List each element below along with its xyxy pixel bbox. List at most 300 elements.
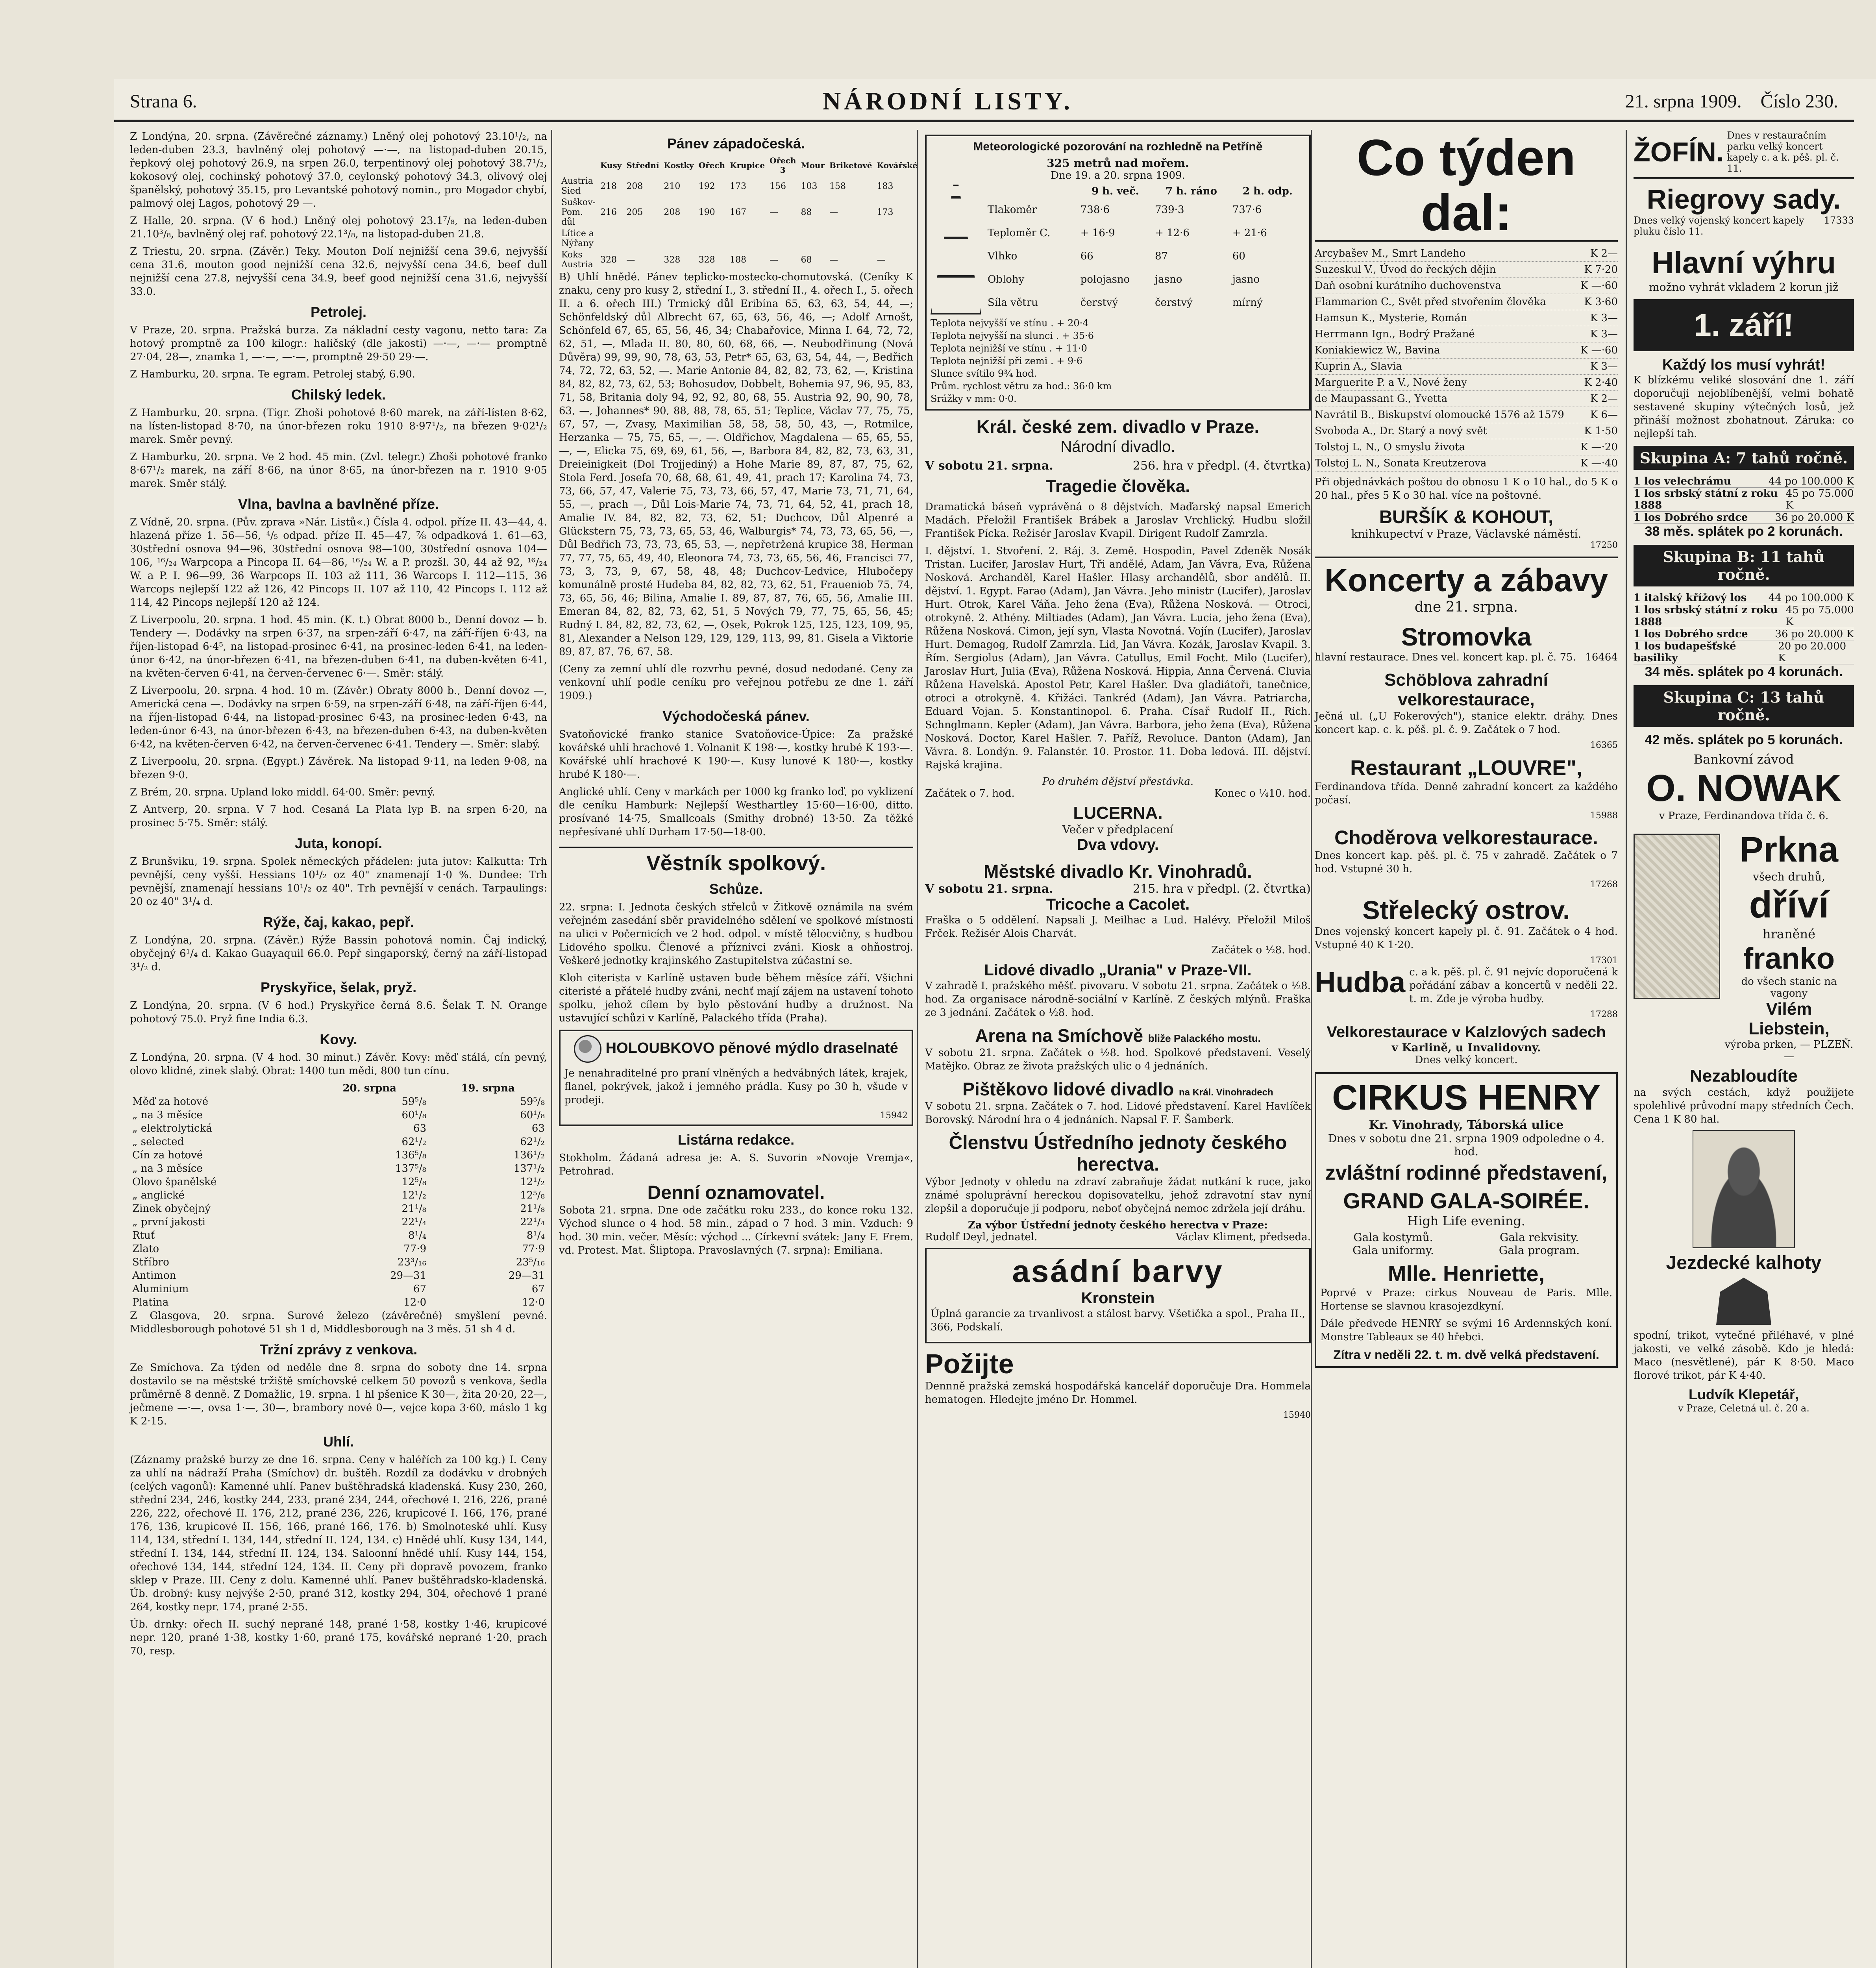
metals-row	[130, 1256, 547, 1269]
lottery-ticket: 1 italský křížový los	[1634, 592, 1747, 604]
lottery-ticket: 1 los velechrámu	[1634, 475, 1731, 487]
prkna-block	[1634, 830, 1854, 1062]
jezdecke-heading: Jezdecké kalhoty	[1666, 1252, 1822, 1273]
weather-cell: Vlhko	[987, 250, 1018, 262]
louvre-text: Ferdinandova třída. Denně zahradní koncert za každého počasí.	[1315, 781, 1618, 806]
book-item	[1315, 246, 1618, 262]
weather-cell: Síla větru	[987, 297, 1038, 309]
circus-special: zvláštní rodinné představení,	[1325, 1162, 1608, 1184]
ads-column	[1315, 130, 1618, 1372]
coal-cell: 328	[600, 255, 617, 265]
uhli-report: (Záznamy pražské burzy ze dne 16. srpna. Ceny v haléřích za 100 kg.) I. Ceny za uhlí na nádraží Praha (Smíchov) dr. buštěh. Rozdíl za dodávku v drobných (celých vagonů): Kamenné uhlí. Panev buštěhradská kladenská. Kusy 230, 260, střední 234, 246, kostky 244, 233, prané 234, 244, ořechové I. 216, 226, prané 226, 222, ořechové II. 176, 212, prané 236, 226, krupicové I. 166, 176, prané 176, 136, krupicové II. 156, 166, prané 166, 176. b) Smolnoteské uhlí. Kusy 114, 134, střední I. 134, 144, střední II. 124, 134. c) Hnědé uhlí. Kusy 134, 144, střední I. 134, 144, střední II. 124, 134. Saloonní hnědé uhlí. Kusy 144, 154, ořechové 134, 144, střední 124, 134. II. Ceny při dopravě povozem, franko sklep v Praze. III. Ceny z dolu. Kamenné uhlí. Panev buštěhradsko-kladenská. Úb. drobný: kusy nejvýše 2·50, prané 312, kostky 294, 304, ořechové 1 prané 264, kostky nepr. 174, prané 2·55.	[130, 1454, 547, 1613]
barvy-ad	[925, 1248, 1311, 1343]
lottery-prize: 44 po 100.000 K	[1768, 475, 1854, 487]
denni-heading: Denní oznamovatel.	[647, 1182, 825, 1203]
juta-report: Z Brunšviku, 19. srpna. Spolek německých přádelen: juta jutov: Kalkutta: Trh pevnější, ceny vyšší. Hessians 10¹/₂ oz 40" znamenají 1·0 %. Dundee: Trh pevnější, znamenají hessians 10¹/₂ oz 40". Trh pevnější v cenách. Tarpaulings: 20 oz 40" 3¹/₄ d.	[130, 856, 547, 908]
book-price: K 2—	[1590, 248, 1618, 259]
gala-items	[1320, 1231, 1612, 1257]
holoubek-ad	[559, 1030, 913, 1126]
henriette-heading: Mlle. Henriette,	[1388, 1261, 1545, 1286]
metals-cell: „ anglické	[132, 1189, 185, 1201]
metals-row	[130, 1189, 547, 1202]
national-theater-play: Tragedie člověka.	[1045, 477, 1190, 496]
arena-desc: V sobotu 21. srpna. Začátek o ½8. hod. Spolkové představení. Veselý Matějko. Obraz ze života pražských ulic o 4 jednáních.	[925, 1047, 1311, 1072]
coal-row	[559, 197, 920, 228]
vyhra-date: 1. září!	[1634, 299, 1854, 351]
skupina-a-heading: Skupina A: 7 tahů ročně.	[1634, 446, 1854, 470]
coal-row	[559, 249, 920, 270]
coal-cell: 328	[664, 255, 681, 265]
coal-cell: 328	[698, 255, 715, 265]
vinohrady-heading: Městské divadlo Kr. Vinohradů.	[984, 861, 1252, 882]
metals-cell: 67	[531, 1283, 545, 1295]
louvre-heading: Restaurant „LOUVRE",	[1350, 756, 1582, 780]
lottery-ticket: 1 los Dobrého srdce	[1634, 512, 1748, 523]
lottery-row	[1634, 512, 1854, 524]
clenstvo-text: Výbor Jednoty v ohledu na zdraví zabraňuje žádat nutkání k ruce, jako známé spoluprávní hereckou dopisovatelku, jehož zdravotní stav nyní zlepšil a doporučuje jí podporu, neboť obyčejná nemoc zdržela její dráhu.	[925, 1176, 1311, 1215]
lottery-ticket: 1 los budapešťské basiliky	[1634, 640, 1736, 664]
kalzlov-text: Dnes velký koncert.	[1415, 1054, 1518, 1066]
bursik-name: BURŠÍK & KOHOUT,	[1379, 507, 1554, 527]
listarna-text: Stokholm. Žádaná adresa je: A. S. Suvorin »Novoje Vremja«, Petrohrad.	[559, 1152, 913, 1177]
franko-sub: do všech stanic na vagony	[1741, 976, 1837, 999]
weather-cell: polojasno	[1080, 274, 1130, 286]
coal-cell	[798, 228, 827, 249]
metals-header-cell: 19. srpna	[461, 1082, 515, 1094]
metals-cell: 62¹/₂	[520, 1136, 545, 1148]
lottery-row	[1634, 592, 1854, 604]
book-item	[1315, 326, 1618, 342]
riegrovy-number: 17333	[1824, 215, 1854, 226]
coal-cell: 158	[829, 181, 846, 191]
hudba-heading: Hudba	[1315, 966, 1406, 999]
book-item	[1315, 278, 1618, 294]
stromovka-row	[1315, 651, 1618, 663]
jezdecke-text: spodní, trikot, vytečné přiléhavé, v plné jakosti, ve velké zásobě. Kdo je hledá: Maco (nesvětlené), pár K 8·50. Maco florové trikot, pár K 4·40.	[1634, 1330, 1854, 1382]
book-item	[1315, 359, 1618, 375]
book-item	[1315, 342, 1618, 359]
metals-cell: 77·9	[522, 1243, 545, 1255]
soap-icon	[574, 1035, 601, 1063]
schuze-heading: Schůze.	[709, 881, 763, 897]
weather-row	[985, 198, 1305, 221]
nezabl-heading: Nezabloudíte	[1690, 1066, 1798, 1086]
pozijte-desc: Dennně pražská zemská hospodářská kancelář doporučuje Dra. Hommela hematogen. Hledejte jméno Dr. Hommel.	[925, 1380, 1311, 1406]
coal-cell: —	[770, 207, 779, 217]
koncerty-date: dne 21. srpna.	[1414, 599, 1518, 615]
zofin-ad	[1634, 130, 1854, 179]
weather-extra-item: Teplota nejnižší při zemi . + 9·6	[931, 355, 1083, 366]
weather-table	[985, 185, 1305, 314]
coal-cell: Austria Sied	[561, 176, 593, 196]
theater-column	[925, 130, 1311, 1420]
book-title: Svoboda A., Dr. Starý a nový svět	[1315, 425, 1487, 437]
book-title: Koniakiewicz W., Bavina	[1315, 344, 1440, 356]
book-title: Suzeskul V., Úvod do řeckých dějin	[1315, 264, 1496, 276]
coal-cell	[624, 228, 661, 249]
holoubek-text: Je nenahraditelné pro praní vlněných a hedvábných látek, krajek, flanel, pokrývek, jakož i jemného prádla. Kusy po 30 h, všude v prodeji.	[564, 1067, 908, 1106]
coal-cell: 205	[626, 207, 643, 217]
weather-cell: Teploměr C.	[987, 227, 1051, 239]
glasgow-report: Z Glasgova, 20. srpna. Surové železo (závěrečné) smyšlení pevné. Middlesborough pohotové 51 sh 1 d, Middlesborough na 3 měs. 51 sh 4 d.	[130, 1310, 547, 1335]
book-item	[1315, 310, 1618, 326]
vlna-vienna: Z Vídně, 20. srpna. (Pův. zprava »Nár. Listů«.) Čísla 4. odpol. příze II. 43—44, 4. hlazená příze 1. 56—56, ⁴/₅ odpad. příze II. 45—47, ⅞ odpadková 1. 61—63, 30střední osnova 94—96, 30střední osnova 98—100, 30střední osnova 104—106, ¹⁶/₂₄ Warpcopa a Pincopa II. 64—86, ¹⁶/₂₄ W. a P. prozšl. 30, 44 až 92, ¹⁶/₂₄ W. a P. I. 96—99, 36 Warpcops II. 103 až 111, 36 Warcops I. 112—115, 36 Warcops nejlepší 122 až 126, 42 Pincops II. 107 až 110, 42 Pincops I. 112 až 114, 42 Pincops nejlepší 120 až 124.	[130, 516, 547, 609]
stromovka-number: 16464	[1585, 651, 1618, 663]
vlna-heading: Vlna, bavlna a bavlněné příze.	[238, 496, 439, 512]
metals-cell: 29—31	[390, 1270, 427, 1282]
vyhra-sub: možno vyhrát vkladem 2 korun již	[1649, 281, 1839, 294]
kalzlov-sub: v Karlině, u Invalidovny.	[1391, 1041, 1541, 1054]
weather-date: Dne 19. a 20. srpna 1909.	[1051, 170, 1185, 181]
circus-horses: Dále předvede HENRY se svými 16 Ardennských koní. Monstre Tableaux se 40 hřebci.	[1320, 1318, 1612, 1343]
metals-cell: 67	[413, 1283, 427, 1295]
book-price: K 6—	[1590, 409, 1618, 421]
book-price: K 3—	[1590, 361, 1618, 372]
zapadoceska-heading: Pánev západočeská.	[667, 135, 805, 152]
book-title: Flammarion C., Svět před stvořením člověka	[1315, 296, 1546, 308]
book-price: K 3—	[1590, 312, 1618, 324]
metals-row	[130, 1122, 547, 1135]
coal-cell: 216	[600, 207, 617, 217]
schoblova-heading: Schöblova zahradní velkorestaurace,	[1384, 670, 1548, 709]
book-price: K 3·60	[1584, 296, 1618, 308]
book-price: K —·60	[1580, 280, 1618, 292]
weather-heading: Meteorologické pozorování na rozhledně na Petříně	[973, 140, 1263, 153]
weather-cell: + 12·6	[1155, 227, 1190, 239]
issue-date: 21. srpna 1909.	[1625, 91, 1742, 112]
weather-row	[985, 291, 1305, 314]
metals-cell: 63	[531, 1123, 545, 1134]
metals-cell: 63	[413, 1123, 427, 1134]
lottery-ticket: 1 los Dobrého srdce	[1634, 628, 1748, 640]
coal-header-cell: Střední	[626, 161, 659, 170]
metals-cell: 23⁵/₁₆	[516, 1256, 545, 1268]
anglicke-report: Anglické uhlí. Ceny v markách per 1000 kg franko loď, po vyklizení dle ceníku Hamburk: Nejlepší Westhartley 15·60—16·00, ditto. prosívané 14·75, Smallcoals (Smithy drobné) 13·50. Za těžké nepřesívané uhlí Durham 17·50—18·00.	[559, 786, 913, 838]
newspaper-page	[114, 79, 1876, 1968]
coal-header-cell: Ořech	[698, 161, 725, 170]
coal-cell: —	[770, 255, 779, 265]
book-price: K —·20	[1580, 441, 1618, 453]
franko-heading: franko	[1743, 942, 1835, 975]
banka-name: O. NOWAK	[1646, 767, 1841, 809]
metals-row	[130, 1215, 547, 1229]
prkna-heading: Prkna	[1739, 830, 1839, 869]
metals-row	[130, 1162, 547, 1175]
book-price: K 2·40	[1584, 377, 1618, 388]
antwerp-report: Z Antverp, 20. srpna. V 7 hod. Cesaná La Plata lyp B. na srpen 6·20, na prosinec 5·75. Směr: stálý.	[130, 804, 547, 829]
metals-cell: 59⁵/₈	[520, 1096, 545, 1108]
book-item	[1315, 455, 1618, 472]
kovy-intro: Z Londýna, 20. srpna. (V 4 hod. 30 minut.) Závěr. Kovy: měď stálá, cín pevný, olovo klidné, zinek slabý. Obrat: 1400 tun mědi, 800 tun cínu.	[130, 1052, 547, 1077]
liverpool-report-3: Z Liverpoolu, 20. srpna. (Egypt.) Závěrek. Na listopad 9·11, na leden 9·08, na březen 9·0.	[130, 756, 547, 781]
vinohrady-date: V sobotu 21. srpna.	[925, 882, 1053, 896]
skupina-b-heading: Skupina B: 11 tahů ročně.	[1634, 545, 1854, 586]
metals-row	[130, 1135, 547, 1149]
book-item	[1315, 423, 1618, 439]
book-item	[1315, 375, 1618, 391]
weather-cell: 738·6	[1080, 203, 1110, 216]
metals-cell: „ na 3 měsíce	[132, 1109, 203, 1121]
metals-cell: 137¹/₂	[513, 1163, 545, 1175]
metals-cell: Olovo španělské	[132, 1176, 217, 1188]
column-divider	[551, 130, 552, 1968]
national-theater-end: Konec o ¼10. hod.	[1214, 788, 1311, 799]
coal-cell: 88	[801, 207, 812, 217]
coal-row	[559, 228, 920, 249]
pistek-desc: V sobotu 21. srpna. Začátek o 7. hod. Lidové představení. Karel Havlíček Borovský. Národní hra o 4 jednáních. Napsal F. F. Šamberk.	[925, 1101, 1311, 1126]
metals-cell: 137⁵/₈	[395, 1163, 427, 1175]
lottery-prize: 44 po 100.000 K	[1768, 592, 1854, 604]
week-heading: Co týden dal:	[1315, 130, 1618, 242]
weather-cell: čerstvý	[1155, 297, 1193, 309]
metals-row	[130, 1202, 547, 1215]
lottery-row	[1634, 475, 1854, 488]
urania-desc: V zahradě I. pražského měšť. pivovaru. V sobotu 21. srpna. Začátek o ½8. hod. Za organisace národně-sociální v Karlíně. Z českých mlýnů. Fraška ze 3 jednání. Začátek o ½8. hod.	[925, 980, 1311, 1019]
petrolej-hamburg: Z Hamburku, 20. srpna. Te egram. Petrolej stabý, 6.90.	[130, 368, 416, 380]
halle-oils: Z Halle, 20. srpna. (V 6 hod.) Lněný olej pohotový 23.1⁷/₈, na leden-duben 21.10³/₈, bavlněný olej raf. pohotový 22.1³/₈, na listopad-duben 21.8.	[130, 215, 547, 240]
coal-cell: 68	[801, 255, 812, 265]
bursik-number: 17250	[1590, 540, 1618, 550]
book-title: Herrmann Ign., Bodrý Pražané	[1315, 328, 1475, 340]
urania-heading: Lidové divadlo „Urania" v Praze-VII.	[984, 962, 1252, 979]
weather-time: 2 h. odp.	[1242, 185, 1293, 197]
skupina-c-splatky: 42 měs. splátek po 5 korunách.	[1645, 732, 1843, 747]
petrolej-prague: V Praze, 20. srpna. Pražská burza. Za nákladní cesty vagonu, netto tara: Za hotový promptně za 100 kilogr.: haličský (dle jakosti) —·—, —·— promptně 27·04, 28—, znamka 1, —·—, —·—, promptně 29·50 29·—.	[130, 324, 547, 363]
column-divider	[1311, 130, 1312, 1968]
issue-info	[1625, 91, 1838, 112]
weather-extra-item: Prům. rychlost větru za hod.: 36·0 km	[931, 381, 1112, 392]
pozijte-heading: Požijte	[925, 1348, 1014, 1379]
weather-extra-item: Teplota nejvyšší ve stínu . + 20·4	[931, 318, 1089, 329]
holoubek-title: HOLOUBKOVO pěnové mýdlo draselnaté	[564, 1035, 908, 1063]
metals-row	[130, 1296, 547, 1309]
weather-cell: mírný	[1232, 297, 1263, 309]
coal-cell	[767, 228, 798, 249]
london-oils: Z Londýna, 20. srpna. (Závěrečné záznamy.) Lněný olej pohotový 23.10¹/₂, na leden-duben 23.3, bavlněný olej pohotový —·—, na listopad-duben 20.15, řepkový olej pohotový 26.9, na srpen 26.0, terpentinový olej pohotový 38.7¹/₂, kokosový olej, cochinský pohotový 37.0, ceylonský pohotový 34.3, olivový olej španělský, pohotový 35.15, pro Levantské pohotový nomin., pro Mogador chybí, palmový olej Lagos, pohotový 29 —.	[130, 131, 547, 209]
vinohrady-desc: Fraška o 5 oddělení. Napsali J. Meilhac a Lud. Halévy. Přeložil Miloš Frček. Režisér Alois Charvát.	[925, 914, 1311, 940]
holoubek-number: 15942	[880, 1111, 908, 1121]
national-theater-sub: Národní divadlo.	[1060, 438, 1175, 455]
coal-cell	[696, 228, 727, 249]
lottery-ticket: 1 los srbský státní z roku 1888	[1634, 488, 1778, 511]
coal-cell: Suškov-Pom. důl	[561, 198, 596, 227]
nezabl-text: na svých cestách, když použijete spolehlivé průvodní mapy středních Čech. Cena 1 K 80 hal.	[1634, 1087, 1854, 1125]
page-header	[114, 79, 1854, 122]
lucerna-play: Dva vdovy.	[1077, 836, 1159, 853]
metals-cell: 29—31	[508, 1270, 545, 1282]
gala-item: Gala uniformy.	[1352, 1244, 1434, 1257]
vychodoceska-report: Svatoňovické franko stanice Svatoňovice-Úpice: Za pražské kovářské uhlí hrachové 1. Volnanit K 198·—, kostky hrubé K 193·—. Kovářské uhlí hrachové K 190·—. Kusy lunové K 180·—, kostky hrubé K 180·—.	[559, 729, 913, 781]
strelecky-heading: Střelecký ostrov.	[1362, 895, 1570, 925]
trzni-report: Ze Smíchova. Za týden od neděle dne 8. srpna do soboty dne 14. srpna dostavilo se na městské tržiště smíchovské celkem 50 povozů s venkova, šedla průměrně 8 denně. Z Domažlic, 19. srpna. 1 hl pšenice K 30—, žita 20·20, 22—, ječmene —·—, ovsa 1·—, 30—, brambory nové 0—, vejce kopa 3·60, máslo 1 kg K 2·15.	[130, 1362, 547, 1427]
newspaper-title: NÁRODNÍ LISTY.	[823, 87, 1073, 115]
circus-address: Kr. Vinohrady, Táborská ulice	[1369, 1118, 1564, 1132]
book-title: Hamsun K., Mysterie, Román	[1315, 312, 1467, 324]
vychodoceska-heading: Východočeská pánev.	[662, 708, 810, 724]
coal-cell: —	[829, 207, 838, 217]
denni-text: Sobota 21. srpna. Dne ode začátku roku 233., do konce roku 132. Východ slunce o 4 hod. 58 min., západ o 7 hod. 3 min. Vzduch: 9 hod. 30 min. večer. Měsíc: východ ... Církevní svátek: Jany F. Frem. vd. Protest. Mat. Šliptopa. Pravoslavných (7. srpna): Emiliana.	[559, 1204, 913, 1256]
petrolej-heading: Petrolej.	[310, 304, 367, 320]
book-title: Daň osobní kurátního duchovenstva	[1315, 280, 1501, 292]
metals-row	[130, 1175, 547, 1189]
arena-heading: Arena na Smíchově bliže Palackého mostu.	[975, 1025, 1261, 1046]
book-price: K 1·50	[1584, 425, 1618, 437]
pryskyrice-report: Z Londýna, 20. srpna. (V 6 hod.) Pryskyřice černá 8.6. Šelak T. N. Orange pohotový 75.0. Pryž fine India 6.3.	[130, 1000, 547, 1025]
prkna-sub: všech druhů,	[1753, 870, 1825, 883]
national-theater-acts: I. dějství. 1. Stvoření. 2. Ráj. 3. Země. Hospodin, Pavel Zdeněk Nosák Tristan. Lucifer, Jaroslav Hurt, Tři andělé, Adam, Jan Vávra, Eva, Růžena Nosková. Archanděl, Karel Hašler. Hlasy archandělů, sbor andělů. II. dějství. 1. Egypt. Farao (Adam), Jan Vávra. Jeho ministr (Lucifer), Jaroslav Hurt. Otrok, Karel Váňa. Jeho žena (Eva), Růžena Nosková. — Otroci, otrokyně. 2. Athény. Miltiades (Adam), Jan Vávra. Lucia, jeho žena (Eva), Růžena Nosková. Cimon, její syn, Vlasta Novotná. Vojín (Lucifer), Jaroslav Hurt. Demagog, Rudolf Zamrzla. Lid, Jan Vávra. Kozák, Jaroslav Kvapil. 3. Řím. Sergiolus (Adam), Jan Vávra. Catullus, Emil Focht. Milo (Lucifer), Jaroslav Hurt, Julia (Eva), Růžena Nosková. Hippia, Anna Červená. Cluvia Růžena Havelská. Apostol Petr, Karel Hašler. Dva gladiátoři, tanečnice, otroci a otrokyně. 4. Křižáci. Tankréd (Adam), Jan Vávra. Patriarcha, Eduard Vojan. 5. Konstantinopol. 6. Praha. Císař Rudolf II., Rich. Schnglmann. Kepler (Adam), Jan Vávra. Barbora, jeho žena (Eva), Růžena Nosková. Doctor, Karel Hašler. 7. Paříž, Revoluce. Danton (Adam), Jan Vávra. 8. Londýn. 9. Falanstér. 10. Prostor. 11. Doba ledová. III. dějství. Rajská krajina.	[925, 545, 1311, 771]
book-price: K 3—	[1590, 328, 1618, 340]
metals-cell: Antimon	[132, 1270, 176, 1282]
ledek-hamburg-2: Z Hamburku, 20. srpna. Ve 2 hod. 45 min. (Zvl. telegr.) Zhoši pohotové franko 8·67¹/₂ marek, na září 8·66, na únor 8·65, na únor-březen na r. 1910 9·05 marek. Směr stálý.	[130, 451, 547, 490]
coal-cell	[727, 228, 767, 249]
vestnik-report: 22. srpna: I. Jednota českých střelců v Žitkově oznámila na svém veřejném zasedání sběr pravidelného sdělení ve spolkové místnosti na ulici v Počernicích ve 2 hod. odpol. v místě tělocvičny, s hudbou Lidového spolku. Členové a příznivci zváni. Kiosk a ohňostroj. Veškeré jednotky krajinského Zastupitelstva zúčastní se.	[559, 901, 913, 967]
lottery-prize: 20 po 20.000 K	[1778, 640, 1846, 664]
coal-cell: 190	[698, 207, 715, 217]
vinohrady-number: 215. hra v předpl. (2. čtvrtka)	[1132, 882, 1311, 896]
coal-cell: 183	[877, 181, 894, 191]
book-price: K —·40	[1580, 457, 1618, 469]
metals-cell: 60¹/₈	[520, 1109, 545, 1121]
drivi-heading: dříví	[1749, 884, 1829, 926]
klepetar-name: Ludvík Klepetář,	[1688, 1386, 1799, 1402]
book-item	[1315, 407, 1618, 423]
weather-cell: 66	[1080, 250, 1093, 262]
metals-header-cell	[130, 1082, 310, 1095]
issue-number: Číslo 230.	[1760, 91, 1838, 112]
weather-box	[925, 135, 1311, 411]
coal-header-cell	[559, 155, 598, 176]
metals-row	[130, 1269, 547, 1282]
metals-cell: 62¹/₂	[401, 1136, 427, 1148]
ryze-report: Z Londýna, 20. srpna. (Závěr.) Rýže Bassin pohotová nomin. Čaj indický, obyčejný 6¹/₄ d. Kakao Guayaquil 66.0. Pepř singaporský, černý na září-listopad 3¹/₂ d.	[130, 934, 547, 973]
metals-cell: 77·9	[403, 1243, 427, 1255]
louvre-number: 15988	[1590, 811, 1618, 821]
bursik-address: knihkupectví v Praze, Václavské náměstí.	[1351, 527, 1582, 540]
banka-address: v Praze, Ferdinandova třída č. 6.	[1659, 810, 1829, 822]
coal-cell: —	[626, 255, 635, 265]
book-title: Tolstoj L. N., Sonata Kreutzerova	[1315, 457, 1487, 469]
metals-cell: 136¹/₂	[513, 1149, 545, 1161]
hudba-number: 17288	[1590, 1010, 1618, 1019]
weather-extra-item: Teplota nejnižší ve stínu . + 11·0	[931, 343, 1087, 354]
gala-item: Gala kostymů.	[1353, 1231, 1433, 1244]
coal-header-cell: Krupice	[730, 161, 765, 170]
zofin-heading: ŽOFÍN.	[1634, 137, 1724, 167]
national-theater-number: 256. hra v předpl. (4. čtvrtka)	[1132, 459, 1311, 473]
circus-heading: CIRKUS HENRY	[1332, 1078, 1600, 1117]
coal-cell: 103	[801, 181, 818, 191]
circus-gala-sub: High Life evening.	[1407, 1213, 1525, 1228]
skupina-b-list	[1634, 592, 1854, 664]
metals-table	[130, 1082, 547, 1309]
coal-header-row	[559, 155, 920, 176]
weather-cell: 60	[1232, 250, 1245, 262]
clenstvo-signatures	[925, 1231, 1311, 1243]
weather-extra-item: Teplota nejvyšší na slunci . + 35·6	[931, 330, 1094, 341]
coal-cell: —	[877, 255, 886, 265]
coal-cell: 156	[770, 181, 786, 191]
weather-cell: 739·3	[1155, 203, 1184, 216]
weather-row	[985, 268, 1305, 291]
barvy-desc: Úplná garancie za trvanlivost a stálost barvy. Všetička a spol., Praha II., 366, Podskalí.	[931, 1308, 1305, 1333]
liebstein-name: Vilém Liebstein,	[1748, 999, 1830, 1038]
book-item	[1315, 294, 1618, 310]
weather-time: 7 h. ráno	[1165, 185, 1217, 197]
week-note: Při objednávkách poštou do obnosu 1 K o 10 hal., do 5 K o 20 hal., přes 5 K o 30 hal. více na poštovné.	[1315, 476, 1618, 501]
coal-cell	[875, 228, 920, 249]
metals-cell: „ selected	[132, 1136, 184, 1148]
pozijte-number: 15940	[1283, 1410, 1311, 1420]
weather-extra-item: Slunce svítilo 9¾ hod.	[931, 368, 1037, 379]
lottery-prize: 45 po 75.000 K	[1785, 604, 1854, 628]
vinohrady-play: Tricoche a Cacolet.	[1046, 896, 1190, 913]
national-theater-start: Začátek o 7. hod.	[925, 788, 1015, 799]
lucerna-heading: LUCERNA.	[1073, 803, 1163, 823]
uhli-heading: Uhlí.	[323, 1433, 354, 1450]
coal-price-table	[559, 155, 920, 270]
ryze-heading: Rýže, čaj, kakao, pepř.	[263, 914, 414, 930]
coal-cell: 192	[698, 181, 715, 191]
lottery-prize: 45 po 75.000 K	[1785, 488, 1854, 511]
vinohrady-date-row	[925, 882, 1311, 896]
national-theater-heading: Král. české zem. divadlo v Praze.	[976, 416, 1260, 437]
national-theater-times	[925, 788, 1311, 799]
drivi-sub: hraněné	[1762, 927, 1816, 941]
ledek-hamburg-1: Z Hamburku, 20. srpna. (Tígr. Zhoši pohotové 8·60 marek, na září-lísten 8·62, na lísten-listopad 8·70, na únor-březen roku 1910 8·97¹/₂, na březen 9·02¹/₂ marek. Směr pevný.	[130, 407, 547, 446]
barvy-title: asádní barvy	[1012, 1254, 1224, 1289]
metals-cell: Stříbro	[132, 1256, 169, 1268]
metals-cell: 12¹/₂	[401, 1189, 427, 1201]
vyhra-heading: Hlavní výhru	[1651, 245, 1836, 280]
metals-cell: 12·0	[403, 1297, 427, 1308]
coal-cell: Koks Austria	[561, 250, 593, 270]
banka-title: Bankovní závod	[1693, 752, 1794, 767]
book-title: Arcybašev M., Smrt Landeho	[1315, 248, 1466, 259]
circus-tomorrow: Zítra v neděli 22. t. m. dvě velká představení.	[1333, 1348, 1599, 1362]
metals-cell: 22¹/₄	[520, 1216, 545, 1228]
liverpool-report-1: Z Liverpoolu, 20. srpna. 1 hod. 45 min. (K. t.) Obrat 8000 b., Denní dovoz — b. Tendery —. Dodávky na srpen 6·37, na srpen-září 6·47, na září-říjen 6·43, na říjen-listopad 6·4⁵, na listopad-prosinec 6·41, na prosinec-leden 6·41, na leden-únor 6·42, na únor-březen 6·41, na březen-duben 6·41, na duben-květen 6·41, na květen-červen 6·41, na červen-červenec 6·—. Směr: stálý.	[130, 614, 547, 679]
kalzlov-heading: Velkorestaurace v Kalzlových sadech	[1327, 1023, 1606, 1041]
metals-cell: „ první jakosti	[132, 1216, 205, 1228]
weather-cell: 87	[1155, 250, 1168, 262]
lottery-ticket: 1 los srbský státní z roku 1888	[1634, 604, 1778, 628]
weather-cell: jasno	[1155, 274, 1182, 286]
book-title: Marguerite P. a V., Nové ženy	[1315, 377, 1467, 388]
weather-altitude: 325 metrů nad mořem.	[1047, 157, 1189, 170]
drn-report: Úb. drnky: ořech II. suchý neprané 148, prané 1·58, kostky 1·46, krupicové nepr. 120, prané 1·38, kostky 1·60, prané 175, kovářské neprané 1·20, prach 70, resp.	[130, 1618, 547, 1657]
coal-header-cell: Briketové	[829, 161, 872, 170]
trzni-heading: Tržní zprávy z venkova.	[259, 1341, 418, 1358]
national-theater-desc: Dramatická báseň vyprávěná o 8 dějstvích. Maďarský napsal Emerich Madách. Přeložil František Brábek a Jaroslav Vrchlický. Hudbu složil František Pícka. Režisér Jaroslav Kvapil. Dirigent Rudolf Zamrzla.	[925, 501, 1311, 540]
metals-cell: 8¹/₄	[408, 1230, 427, 1241]
metals-cell: „ elektrolytická	[132, 1123, 212, 1134]
coal-cell	[661, 228, 696, 249]
coal-cell	[827, 228, 875, 249]
kazdy-heading: Každý los musí vyhrát!	[1662, 357, 1825, 373]
coal-header-cell: Kovářské	[877, 161, 918, 170]
petrin-tower-icon	[931, 185, 981, 314]
triest-report: Z Triestu, 20. srpna. (Závěr.) Teky. Mouton Dolí nejnižší cena 39.6, nejvyšší cena 31.6, mouton good nejnižší cena 32.6, nejvyšší cena 34.6, beef dull nejnižší cena 27.8, nejvyšší cena 34.9, beef good nejnižší cena 31.6, nejvyšší 33.0.	[130, 246, 547, 298]
metals-cell: Měď za hotové	[132, 1096, 208, 1108]
weather-cell: + 21·6	[1232, 227, 1267, 239]
lottery-row	[1634, 640, 1854, 664]
weather-cell: jasno	[1232, 274, 1260, 286]
coal-cell: 173	[877, 207, 894, 217]
circus-gala: GRAND GALA-SOIRÉE.	[1343, 1188, 1589, 1213]
coal-cell: 173	[730, 181, 747, 191]
weather-extra-item: Srážky v mm: 0·0.	[931, 393, 1017, 404]
metals-cell: 21¹/₈	[401, 1203, 427, 1215]
